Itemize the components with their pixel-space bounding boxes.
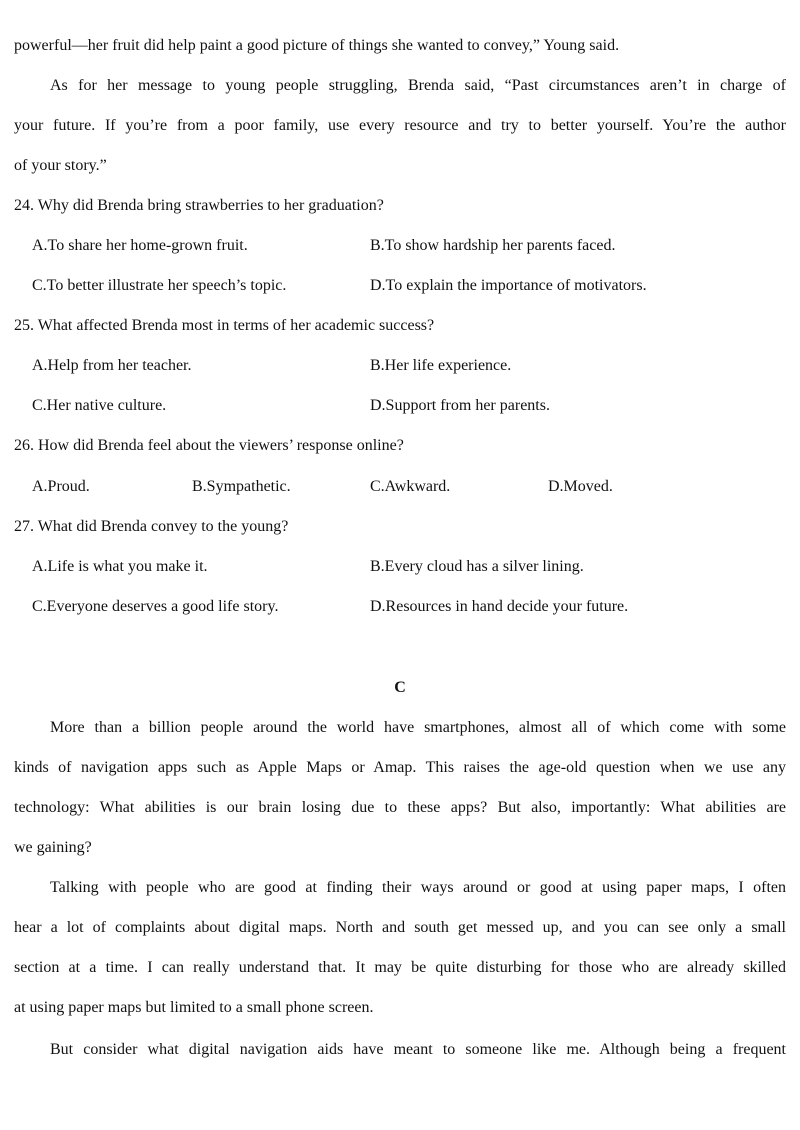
- section-c-paragraph-line: at using paper maps but limited to a small phone screen.: [14, 999, 374, 1016]
- option-26-b[interactable]: B.Sympathetic.: [192, 478, 291, 495]
- option-25-a[interactable]: A.Help from her teacher.: [32, 357, 192, 374]
- question-stem-26: 26. How did Brenda feel about the viewers’ response online?: [14, 437, 404, 454]
- section-c-paragraph-line: Talking with people who are good at finding their ways around or good at using paper maps, I often: [50, 879, 786, 896]
- section-c-paragraph-line: section at a time. I can really understand that. It may be quite disturbing for those who are already skilled: [14, 959, 786, 976]
- passage-b-line: powerful—her fruit did help paint a good picture of things she wanted to convey,” Young said.: [14, 37, 620, 54]
- question-stem-24: 24. Why did Brenda bring strawberries to her graduation?: [14, 197, 384, 214]
- option-24-b[interactable]: B.To show hardship her parents faced.: [370, 237, 616, 254]
- option-27-b[interactable]: B.Every cloud has a silver lining.: [370, 558, 584, 575]
- section-c-paragraph-line: kinds of navigation apps such as Apple Maps or Amap. This raises the age-old question when we use any: [14, 759, 786, 776]
- section-c-paragraph-line: More than a billion people around the world have smartphones, almost all of which come with some: [50, 719, 786, 736]
- option-24-a[interactable]: A.To share her home-grown fruit.: [32, 237, 248, 254]
- option-27-d[interactable]: D.Resources in hand decide your future.: [370, 598, 629, 615]
- question-stem-25: 25. What affected Brenda most in terms of her academic success?: [14, 317, 435, 334]
- passage-b-paragraph-line: As for her message to young people struggling, Brenda said, “Past circumstances aren’t in charge of: [50, 77, 786, 94]
- option-27-a[interactable]: A.Life is what you make it.: [32, 558, 208, 575]
- section-c-paragraph-line: hear a lot of complaints about digital maps. North and south get messed up, and you can see only a small: [14, 919, 786, 936]
- section-heading-c: C: [394, 679, 406, 696]
- option-25-c[interactable]: C.Her native culture.: [32, 397, 167, 414]
- section-c-paragraph-line: we gaining?: [14, 839, 92, 856]
- section-c-paragraph-line: But consider what digital navigation aids have meant to someone like me. Although being a frequent: [50, 1041, 786, 1058]
- question-stem-27: 27. What did Brenda convey to the young?: [14, 518, 289, 535]
- option-25-b[interactable]: B.Her life experience.: [370, 357, 512, 374]
- option-27-c[interactable]: C.Everyone deserves a good life story.: [32, 598, 279, 615]
- option-26-c[interactable]: C.Awkward.: [370, 478, 451, 495]
- option-24-d[interactable]: D.To explain the importance of motivators.: [370, 277, 647, 294]
- section-c-paragraph-line: technology: What abilities is our brain losing due to these apps? But also, importantly: What abilities are: [14, 799, 786, 816]
- option-26-a[interactable]: A.Proud.: [32, 478, 90, 495]
- option-24-c[interactable]: C.To better illustrate her speech’s topic.: [32, 277, 287, 294]
- passage-b-paragraph-line: of your story.”: [14, 157, 107, 174]
- option-26-d[interactable]: D.Moved.: [548, 478, 613, 495]
- passage-b-paragraph-line: your future. If you’re from a poor family, use every resource and try to better yourself. You’re the author: [14, 117, 786, 134]
- option-25-d[interactable]: D.Support from her parents.: [370, 397, 550, 414]
